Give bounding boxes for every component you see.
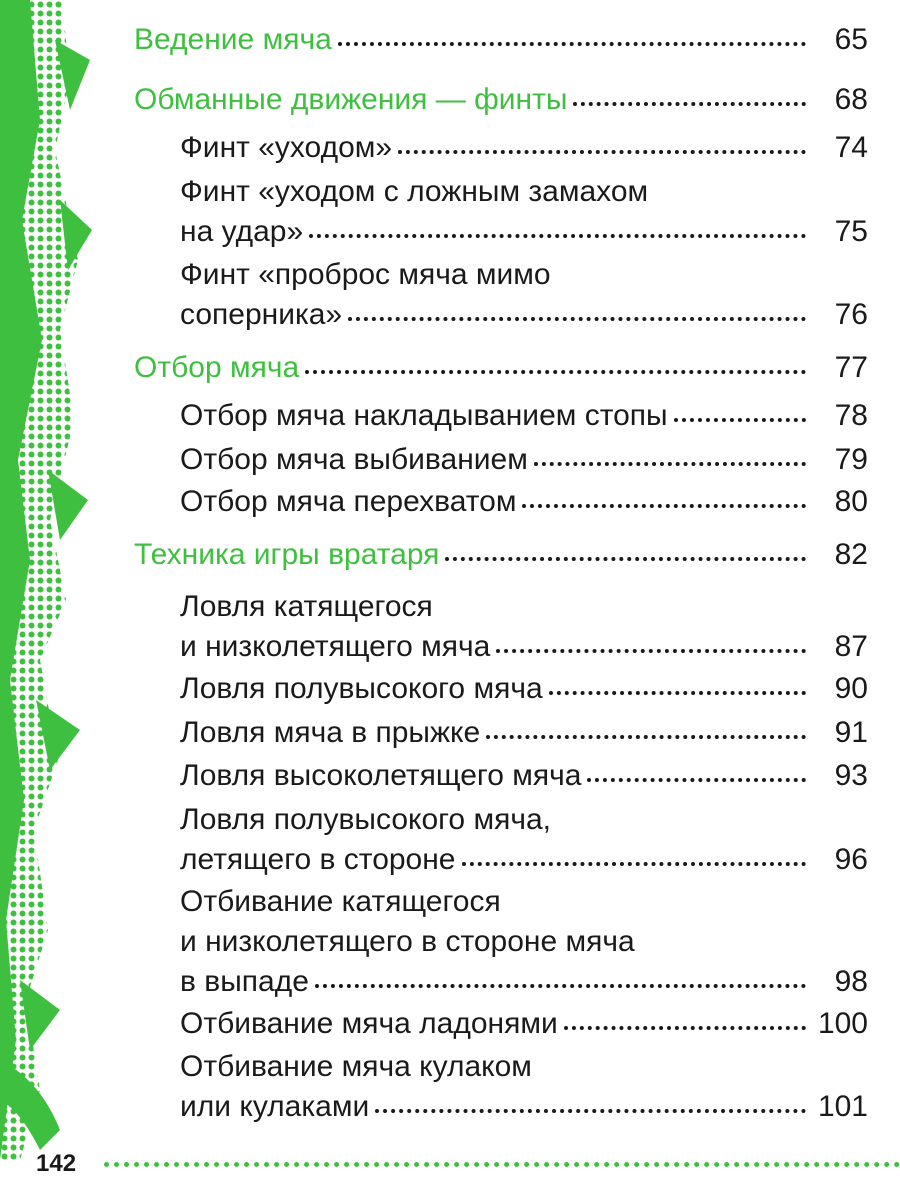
- dot-leader: [486, 735, 806, 739]
- dot-leader: [573, 102, 806, 106]
- entry-line: [180, 172, 868, 212]
- entry-page-number: 100: [817, 1007, 868, 1040]
- entry-line: [180, 840, 868, 880]
- entry-page-number: 96: [834, 843, 868, 876]
- entry-line: [180, 1047, 868, 1087]
- dot-leader: [305, 370, 806, 374]
- entry-line: [180, 922, 868, 962]
- entry-page-number: 91: [834, 716, 868, 749]
- entry-title: Ведение мяча: [134, 23, 332, 56]
- entry-title: Ловля полувысокого мяча: [180, 672, 543, 705]
- dot-leader: [674, 418, 806, 422]
- entry-line: [180, 587, 868, 627]
- entry-line: [180, 396, 868, 436]
- entry-line: [180, 482, 868, 522]
- dot-leader: [549, 691, 806, 695]
- entry-title: Ловля высоколетящего мяча: [180, 759, 582, 792]
- entry-page-number: 68: [834, 83, 868, 116]
- entry-line: [180, 1004, 868, 1044]
- toc-entry: [180, 396, 868, 436]
- entry-title: Финт «проброс мяча мимо: [180, 258, 551, 291]
- entry-line: [180, 669, 868, 709]
- entry-line: [180, 255, 868, 295]
- entry-title: Финт «уходом с ложным замахом: [180, 175, 649, 208]
- dot-leader: [445, 557, 806, 561]
- entry-title: Отбивание мяча ладонями: [180, 1007, 558, 1040]
- entry-title: Обманные движения — финты: [134, 83, 568, 116]
- entry-title: Финт «уходом»: [180, 131, 393, 164]
- entry-page-number: 82: [834, 538, 868, 571]
- toc-entry: [180, 882, 868, 1002]
- toc-entry: [180, 713, 868, 753]
- entry-line: [180, 882, 868, 922]
- entry-line: [180, 800, 868, 840]
- dot-leader: [348, 317, 806, 321]
- entry-line: [134, 535, 868, 575]
- entry-page-number: 93: [834, 759, 868, 792]
- entry-line: [180, 212, 868, 252]
- entry-title: Отбор мяча: [134, 351, 300, 384]
- toc-entry: [180, 255, 868, 335]
- toc-entry: [180, 800, 868, 880]
- entry-line: [180, 128, 868, 168]
- dot-leader: [587, 778, 806, 782]
- page-footer: [0, 1148, 900, 1188]
- toc-section: [134, 20, 868, 60]
- entry-title: Отбор мяча накладыванием стопы: [180, 399, 668, 432]
- toc-entry: [180, 172, 868, 252]
- dot-leader: [375, 1109, 806, 1113]
- dot-leader: [522, 504, 806, 508]
- toc-entry: [180, 1004, 868, 1044]
- entry-page-number: 75: [834, 215, 868, 248]
- dot-leader: [462, 862, 807, 866]
- dot-leader: [496, 649, 806, 653]
- entry-title: Ловля полувысокого мяча,: [180, 803, 551, 836]
- entry-title: соперника»: [180, 298, 343, 331]
- entry-title: Отбивание мяча кулаком: [180, 1050, 532, 1083]
- toc-section: [134, 535, 868, 575]
- entry-line: [134, 348, 868, 388]
- entry-page-number: 65: [834, 23, 868, 56]
- toc-section: [134, 348, 868, 388]
- entry-line: [134, 20, 868, 60]
- entry-title: Отбор мяча перехватом: [180, 485, 517, 518]
- dot-leader: [398, 150, 806, 154]
- entry-title: или кулаками: [180, 1090, 370, 1123]
- entry-page-number: 74: [834, 131, 868, 164]
- page-number: 142: [36, 1150, 77, 1177]
- toc-section: [134, 80, 868, 120]
- entry-title: летящего в стороне: [180, 843, 456, 876]
- dot-leader: [564, 1026, 806, 1030]
- entry-line: [180, 962, 868, 1002]
- footer-dotted-rule: [104, 1162, 900, 1167]
- entry-page-number: 79: [834, 443, 868, 476]
- entry-line: [180, 756, 868, 796]
- dot-leader: [534, 462, 806, 466]
- entry-line: [180, 627, 868, 667]
- toc-entry: [180, 1047, 868, 1127]
- entry-page-number: 77: [834, 351, 868, 384]
- toc-entry: [180, 440, 868, 480]
- toc-entry: [180, 669, 868, 709]
- entry-page-number: 98: [834, 965, 868, 998]
- entry-line: [134, 80, 868, 120]
- toc-entry: [180, 482, 868, 522]
- entry-line: [180, 440, 868, 480]
- entry-title: Ловля катящегося: [180, 590, 433, 623]
- toc-entry: [180, 128, 868, 168]
- toc-entry: [180, 756, 868, 796]
- entry-line: [180, 713, 868, 753]
- entry-title: и низколетящего мяча: [180, 630, 491, 663]
- toc-entry: [180, 587, 868, 667]
- entry-title: Отбор мяча выбиванием: [180, 443, 528, 476]
- dot-leader: [315, 984, 806, 988]
- entry-title: в выпаде: [180, 965, 309, 998]
- dot-leader: [309, 234, 806, 238]
- entry-line: [180, 1087, 868, 1127]
- entry-title: и низколетящего в стороне мяча: [180, 925, 635, 958]
- entry-page-number: 76: [834, 298, 868, 331]
- entry-title: Техника игры вратаря: [134, 538, 440, 571]
- entry-page-number: 90: [834, 672, 868, 705]
- entry-title: Ловля мяча в прыжке: [180, 716, 481, 749]
- entry-line: [180, 295, 868, 335]
- entry-title: Отбивание катящегося: [180, 885, 501, 918]
- dot-leader: [338, 42, 806, 46]
- entry-page-number: 78: [834, 399, 868, 432]
- entry-page-number: 87: [834, 630, 868, 663]
- entry-page-number: 80: [834, 485, 868, 518]
- entry-page-number: 101: [817, 1090, 868, 1123]
- entry-title: на удар»: [180, 215, 304, 248]
